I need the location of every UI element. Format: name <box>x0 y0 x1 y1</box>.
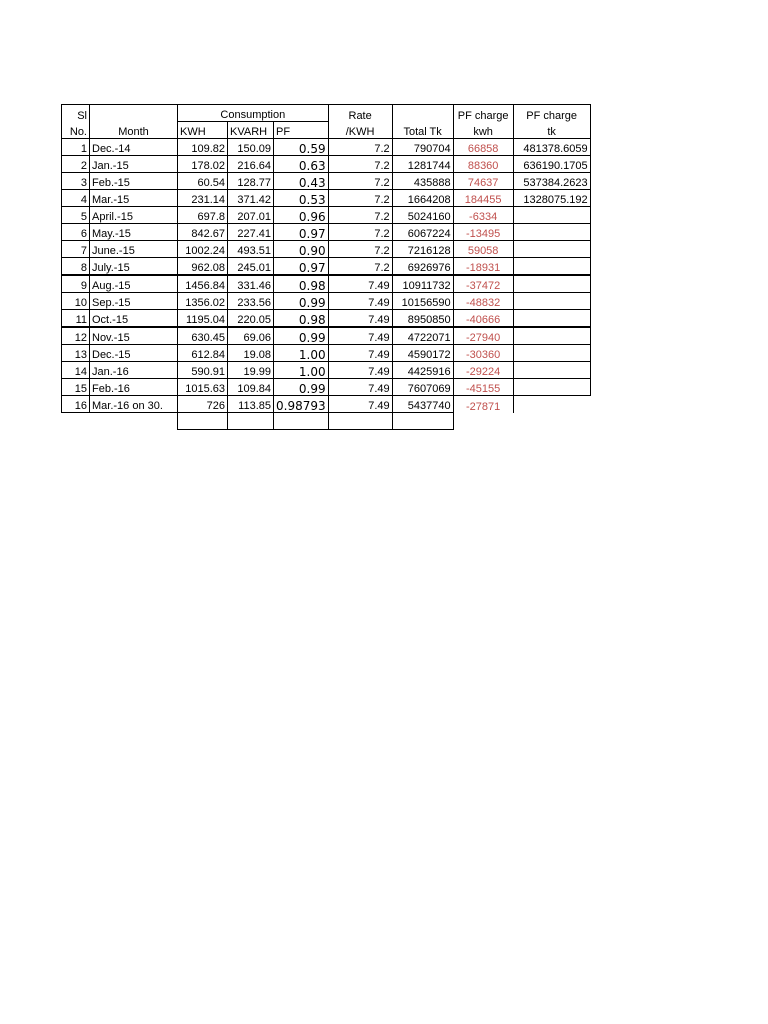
table-row <box>62 190 591 207</box>
row-pf: 0.98 <box>274 310 329 328</box>
row-rate: 7.2 <box>328 139 392 156</box>
row-pf: 0.96 <box>274 207 329 224</box>
row-month: Nov.-15 <box>90 327 178 345</box>
header-consumption: Consumption <box>178 105 329 122</box>
row-kvarh: 150.09 <box>228 139 274 156</box>
row-kvarh: 220.05 <box>228 310 274 328</box>
row-pf: 0.99 <box>274 293 329 310</box>
row-month: Dec.-15 <box>90 345 178 362</box>
empty-cell <box>513 413 590 430</box>
row-pf-charge-kwh: -30360 <box>453 345 513 362</box>
row-pf: 0.59 <box>274 139 329 156</box>
row-rate: 7.2 <box>328 207 392 224</box>
row-pf-charge-tk <box>513 327 590 345</box>
row-kvarh: 227.41 <box>228 224 274 241</box>
row-pf: 0.53 <box>274 190 329 207</box>
row-pf-charge-tk <box>513 224 590 241</box>
table-row <box>62 139 591 156</box>
row-total-tk: 7607069 <box>392 379 453 396</box>
empty-cell <box>328 413 392 430</box>
row-sl-number: 9 <box>62 275 90 293</box>
row-pf: 0.43 <box>274 173 329 190</box>
table-row <box>62 207 591 224</box>
table-row <box>62 293 591 310</box>
table-row <box>62 310 591 328</box>
row-kwh: 962.08 <box>178 258 228 276</box>
row-pf-charge-tk <box>513 396 590 413</box>
row-month: Jan.-15 <box>90 156 178 173</box>
table-row <box>62 396 591 413</box>
row-total-tk: 8950850 <box>392 310 453 328</box>
header-pf-charge-kwh: PF charge <box>453 105 513 122</box>
row-rate: 7.2 <box>328 173 392 190</box>
row-pf-charge-tk <box>513 207 590 224</box>
row-total-tk: 4425916 <box>392 362 453 379</box>
table-row <box>62 258 591 276</box>
row-month: Feb.-16 <box>90 379 178 396</box>
row-kwh: 590.91 <box>178 362 228 379</box>
row-month: Mar.-15 <box>90 190 178 207</box>
row-kvarh: 19.08 <box>228 345 274 362</box>
empty-cell <box>62 413 90 430</box>
row-kvarh: 371.42 <box>228 190 274 207</box>
row-pf-charge-tk <box>513 258 590 276</box>
row-kwh: 630.45 <box>178 327 228 345</box>
header-month-top <box>90 105 178 122</box>
row-pf: 0.99 <box>274 379 329 396</box>
row-kvarh: 128.77 <box>228 173 274 190</box>
header-rate: Rate <box>328 105 392 122</box>
row-pf: 0.97 <box>274 224 329 241</box>
row-pf-charge-kwh: -18931 <box>453 258 513 276</box>
table-row <box>62 362 591 379</box>
row-month: Sep.-15 <box>90 293 178 310</box>
row-month: Jan.-16 <box>90 362 178 379</box>
row-pf-charge-tk <box>513 310 590 328</box>
row-rate: 7.49 <box>328 379 392 396</box>
table-row <box>62 345 591 362</box>
row-pf-charge-tk: 636190.1705 <box>513 156 590 173</box>
row-total-tk: 5437740 <box>392 396 453 413</box>
row-pf-charge-kwh: -6334 <box>453 207 513 224</box>
row-kvarh: 109.84 <box>228 379 274 396</box>
row-rate: 7.49 <box>328 327 392 345</box>
row-rate: 7.2 <box>328 258 392 276</box>
row-pf-charge-kwh: -45155 <box>453 379 513 396</box>
row-sl-number: 11 <box>62 310 90 328</box>
row-pf-charge-kwh: -13495 <box>453 224 513 241</box>
row-pf: 0.63 <box>274 156 329 173</box>
row-pf: 0.99 <box>274 327 329 345</box>
row-sl-number: 12 <box>62 327 90 345</box>
row-sl-number: 13 <box>62 345 90 362</box>
row-kwh: 1456.84 <box>178 275 228 293</box>
empty-cell <box>274 413 329 430</box>
header-pf-charge-kwh-unit: kwh <box>453 122 513 139</box>
table-row <box>62 173 591 190</box>
row-pf-charge-kwh: -48832 <box>453 293 513 310</box>
empty-cell <box>228 413 274 430</box>
row-month: Oct.-15 <box>90 310 178 328</box>
row-month: Mar.-16 on 30. <box>90 396 178 413</box>
row-pf-charge-tk <box>513 345 590 362</box>
row-sl-number: 4 <box>62 190 90 207</box>
row-rate: 7.2 <box>328 190 392 207</box>
row-kwh: 612.84 <box>178 345 228 362</box>
row-total-tk: 1281744 <box>392 156 453 173</box>
row-kwh: 842.67 <box>178 224 228 241</box>
header-pf-charge-tk: PF charge <box>513 105 590 122</box>
row-sl-number: 8 <box>62 258 90 276</box>
header-sl: Sl <box>62 105 90 122</box>
row-kvarh: 493.51 <box>228 241 274 258</box>
row-kwh: 1356.02 <box>178 293 228 310</box>
row-pf-charge-tk: 481378.6059 <box>513 139 590 156</box>
row-month: Feb.-15 <box>90 173 178 190</box>
row-total-tk: 10156590 <box>392 293 453 310</box>
row-pf: 0.90 <box>274 241 329 258</box>
row-kvarh: 207.01 <box>228 207 274 224</box>
row-pf-charge-kwh: -40666 <box>453 310 513 328</box>
empty-cell <box>453 413 513 430</box>
table-row <box>62 379 591 396</box>
row-kvarh: 245.01 <box>228 258 274 276</box>
row-rate: 7.2 <box>328 224 392 241</box>
table-row <box>62 275 591 293</box>
row-pf-charge-kwh: 74637 <box>453 173 513 190</box>
row-month: Aug.-15 <box>90 275 178 293</box>
row-kvarh: 19.99 <box>228 362 274 379</box>
row-kvarh: 233.56 <box>228 293 274 310</box>
row-kvarh: 69.06 <box>228 327 274 345</box>
row-total-tk: 5024160 <box>392 207 453 224</box>
row-kvarh: 216.64 <box>228 156 274 173</box>
row-pf: 1.00 <box>274 345 329 362</box>
table-row <box>62 224 591 241</box>
row-kwh: 178.02 <box>178 156 228 173</box>
table-row <box>62 241 591 258</box>
pf-charge-table <box>61 104 591 430</box>
row-sl-number: 14 <box>62 362 90 379</box>
row-month: April.-15 <box>90 207 178 224</box>
row-rate: 7.49 <box>328 293 392 310</box>
header-pf-charge-tk-unit: tk <box>513 122 590 139</box>
row-pf: 0.98793 <box>274 396 329 413</box>
header-row-2 <box>62 122 591 139</box>
header-kwh: KWH <box>178 122 228 139</box>
row-pf-charge-kwh: -27940 <box>453 327 513 345</box>
header-total-tk: Total Tk <box>392 122 453 139</box>
row-total-tk: 1664208 <box>392 190 453 207</box>
row-month: July.-15 <box>90 258 178 276</box>
empty-cell <box>392 413 453 430</box>
row-total-tk: 6926976 <box>392 258 453 276</box>
row-total-tk: 7216128 <box>392 241 453 258</box>
row-sl-number: 5 <box>62 207 90 224</box>
row-pf-charge-tk <box>513 241 590 258</box>
row-pf-charge-kwh: 59058 <box>453 241 513 258</box>
row-pf: 0.97 <box>274 258 329 276</box>
row-total-tk: 10911732 <box>392 275 453 293</box>
row-total-tk: 4722071 <box>392 327 453 345</box>
row-rate: 7.2 <box>328 156 392 173</box>
row-total-tk: 6067224 <box>392 224 453 241</box>
row-pf: 0.98 <box>274 275 329 293</box>
row-pf-charge-tk: 1328075.192 <box>513 190 590 207</box>
row-sl-number: 15 <box>62 379 90 396</box>
row-kvarh: 331.46 <box>228 275 274 293</box>
row-pf-charge-tk <box>513 275 590 293</box>
row-pf-charge-tk <box>513 293 590 310</box>
row-pf-charge-kwh: 184455 <box>453 190 513 207</box>
header-month: Month <box>90 122 178 139</box>
row-total-tk: 4590172 <box>392 345 453 362</box>
row-sl-number: 1 <box>62 139 90 156</box>
table-row <box>62 327 591 345</box>
header-kvarh: KVARH <box>228 122 274 139</box>
row-total-tk: 435888 <box>392 173 453 190</box>
row-month: June.-15 <box>90 241 178 258</box>
row-kwh: 1002.24 <box>178 241 228 258</box>
header-pf: PF <box>274 122 329 139</box>
row-rate: 7.49 <box>328 396 392 413</box>
row-pf-charge-kwh: -37472 <box>453 275 513 293</box>
row-pf-charge-kwh: -27871 <box>453 396 513 413</box>
row-sl-number: 3 <box>62 173 90 190</box>
header-rate-kwh: /KWH <box>328 122 392 139</box>
row-rate: 7.2 <box>328 241 392 258</box>
row-pf-charge-tk <box>513 379 590 396</box>
header-row-1 <box>62 105 591 122</box>
row-sl-number: 6 <box>62 224 90 241</box>
row-sl-number: 16 <box>62 396 90 413</box>
row-pf: 1.00 <box>274 362 329 379</box>
row-sl-number: 7 <box>62 241 90 258</box>
row-total-tk: 790704 <box>392 139 453 156</box>
row-sl-number: 10 <box>62 293 90 310</box>
row-kwh: 1015.63 <box>178 379 228 396</box>
row-pf-charge-kwh: 66858 <box>453 139 513 156</box>
empty-cell <box>90 413 178 430</box>
row-kwh: 109.82 <box>178 139 228 156</box>
header-total-top <box>392 105 453 122</box>
row-kwh: 726 <box>178 396 228 413</box>
row-kwh: 697.8 <box>178 207 228 224</box>
header-sl-no: No. <box>62 122 90 139</box>
row-sl-number: 2 <box>62 156 90 173</box>
row-kwh: 231.14 <box>178 190 228 207</box>
row-pf-charge-tk <box>513 362 590 379</box>
row-month: Dec.-14 <box>90 139 178 156</box>
row-pf-charge-tk: 537384.2623 <box>513 173 590 190</box>
table-row <box>62 156 591 173</box>
row-kvarh: 113.85 <box>228 396 274 413</box>
row-pf-charge-kwh: -29224 <box>453 362 513 379</box>
row-month: May.-15 <box>90 224 178 241</box>
row-rate: 7.49 <box>328 310 392 328</box>
empty-cell <box>178 413 228 430</box>
row-rate: 7.49 <box>328 362 392 379</box>
row-pf-charge-kwh: 88360 <box>453 156 513 173</box>
row-rate: 7.49 <box>328 275 392 293</box>
empty-row <box>62 413 591 430</box>
row-kwh: 1195.04 <box>178 310 228 328</box>
row-rate: 7.49 <box>328 345 392 362</box>
row-kwh: 60.54 <box>178 173 228 190</box>
